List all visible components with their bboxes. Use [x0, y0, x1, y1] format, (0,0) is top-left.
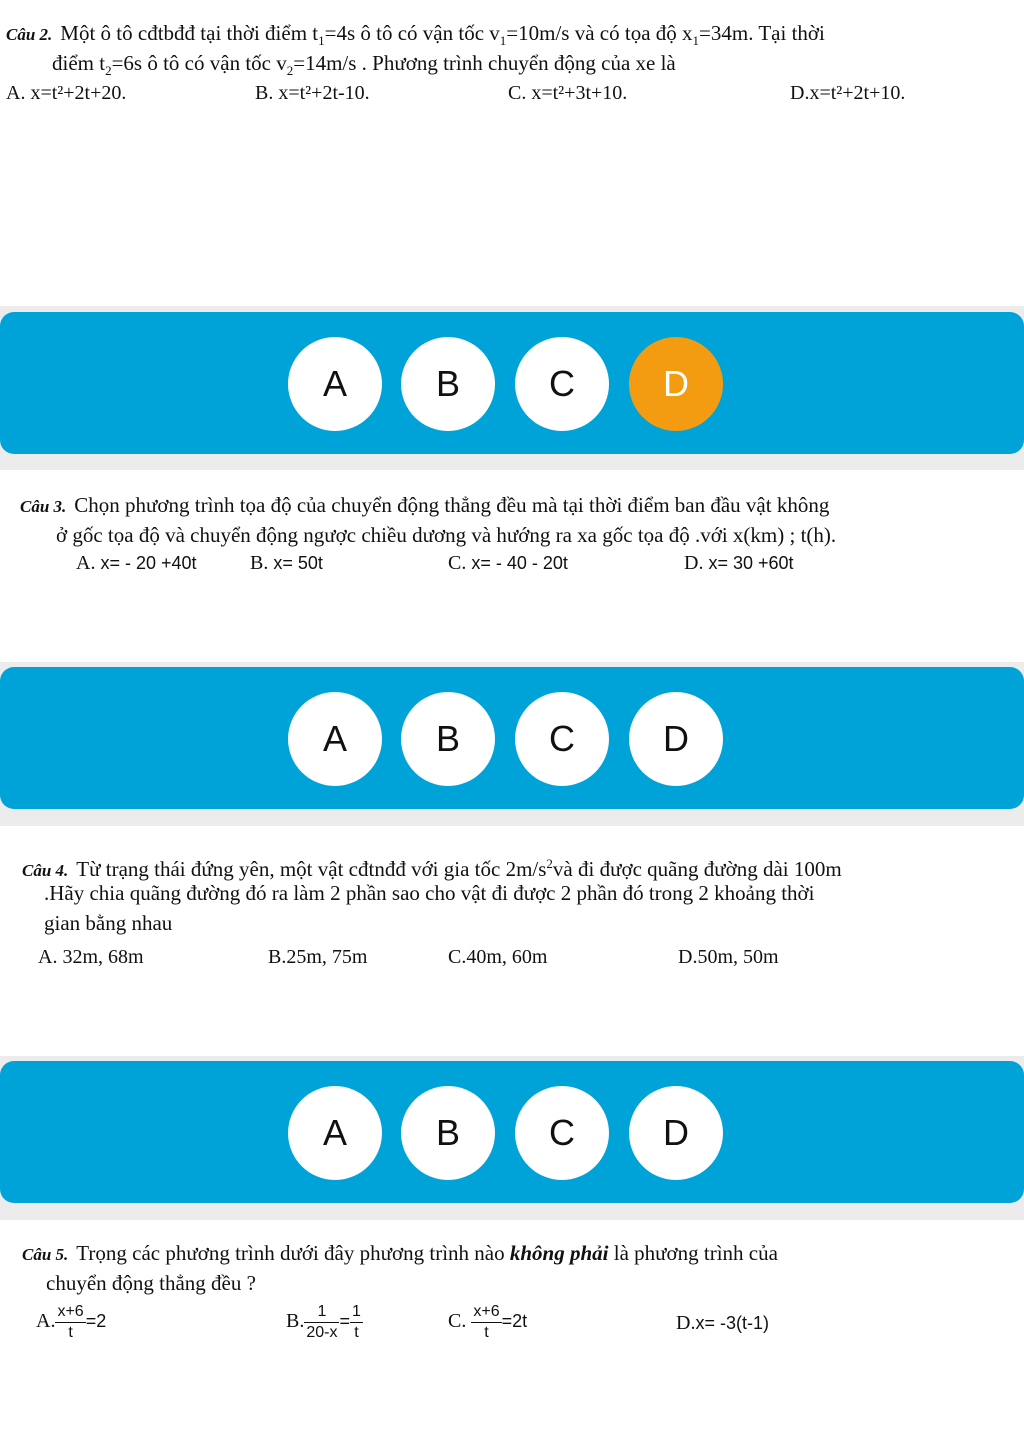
question-2-choice-c[interactable]: C: [515, 337, 609, 431]
question-3-line1: Câu 3. Chọn phương trình tọa độ của chuyển động thẳng đều mà tại thời điểm ban đầu vật không: [20, 493, 830, 517]
question-4-option-a: A. 32m, 68m: [38, 946, 144, 968]
question-4-label: Câu 4.: [22, 861, 69, 880]
question-4-choice-d[interactable]: D: [629, 1086, 723, 1180]
question-3-choice-b[interactable]: B: [401, 692, 495, 786]
question-4-answer-bar: [0, 1061, 1024, 1203]
question-2-choice-d[interactable]: D: [629, 337, 723, 431]
question-4-card: [0, 826, 1024, 1056]
question-3-card: [0, 470, 1024, 662]
question-2-option-b: B. x=t²+2t-10.: [255, 82, 370, 104]
question-5-option-a: A. $\frac{x+6}{t}$ =2: [36, 1303, 107, 1341]
question-3-choice-c[interactable]: C: [515, 692, 609, 786]
question-4-option-b: B.25m, 75m: [268, 946, 368, 968]
question-3-answer-bar: [0, 667, 1024, 809]
question-3-option-d: D. x= 30 +60t: [684, 552, 794, 574]
question-4-line2: .Hãy chia quãng đường đó ra làm 2 phần sao cho vật đi được 2 phần đó trong 2 khoảng thời: [44, 881, 815, 905]
question-2-option-d: D.x=t²+2t+10.: [790, 82, 906, 104]
question-3-choice-d[interactable]: D: [629, 692, 723, 786]
question-3-line2: ở gốc tọa độ và chuyển động ngược chiều dương và hướng ra xa gốc tọa độ .với x(km) ; t(h).: [56, 523, 837, 547]
question-4-choice-b[interactable]: B: [401, 1086, 495, 1180]
question-5-line1: Câu 5. Trọng các phương trình dưới đây phương trình nào không phải là phương trình của: [22, 1241, 778, 1265]
question-4-option-c: C.40m, 60m: [448, 946, 548, 968]
question-3-option-a: A. x= - 20 +40t: [76, 552, 197, 574]
question-4-line3: gian bằng nhau: [44, 911, 173, 935]
question-2-line2: điểm $t_2=6s$ ô tô có vận tốc $v_2=14m/s$ . Phương trình chuyển động của xe là: [52, 51, 676, 79]
fraction: $\frac{x+6}{t}$: [473, 1303, 500, 1341]
question-2-choice-a[interactable]: A: [288, 337, 382, 431]
fraction: $\frac{1}{t}$: [351, 1303, 361, 1341]
question-3-option-c: C. x= - 40 - 20t: [448, 552, 568, 574]
question-4-choice-c[interactable]: C: [515, 1086, 609, 1180]
question-5-card: [0, 1220, 1024, 1440]
question-2-line1: Câu 2. Một ô tô cđtbđđ tại thời điểm $t_1=4s$ ô tô có vận tốc $v_1=10m/s$ và có tọa độ $x_1=34m$. Tại thời: [6, 21, 825, 49]
question-2-card: [0, 0, 1024, 306]
question-3-choice-a[interactable]: A: [288, 692, 382, 786]
question-3-label: Câu 3.: [20, 497, 67, 516]
question-2-choice-b[interactable]: B: [401, 337, 495, 431]
question-5-option-d: D.x= -3(t-1): [676, 1312, 769, 1334]
question-5-option-b: B. $\frac{1}{20-x}$ = $\frac{1}{t}$: [286, 1303, 361, 1341]
question-4-option-d: D.50m, 50m: [678, 946, 779, 968]
fraction: $\frac{x+6}{t}$: [57, 1303, 84, 1341]
question-5-option-c: C. $\frac{x+6}{t}$ =2t: [448, 1303, 528, 1341]
question-2-label: Câu 2.: [6, 25, 53, 44]
question-5-label: Câu 5.: [22, 1245, 69, 1264]
question-5-line2: chuyển động thẳng đều ?: [46, 1271, 256, 1295]
question-4-line1: Câu 4. Từ trạng thái đứng yên, một vật cđtnđđ với gia tốc $2m/s^2và$ đi được quãng đường dài 100m: [22, 856, 842, 881]
question-3-option-b: B. x= 50t: [250, 552, 323, 574]
question-2-option-c: C. x=t²+3t+10.: [508, 82, 628, 104]
fraction: $\frac{1}{20-x}$: [306, 1303, 338, 1341]
question-2-answer-bar: [0, 312, 1024, 454]
question-2-option-a: A. x=t²+2t+20.: [6, 82, 127, 104]
question-4-choice-a[interactable]: A: [288, 1086, 382, 1180]
